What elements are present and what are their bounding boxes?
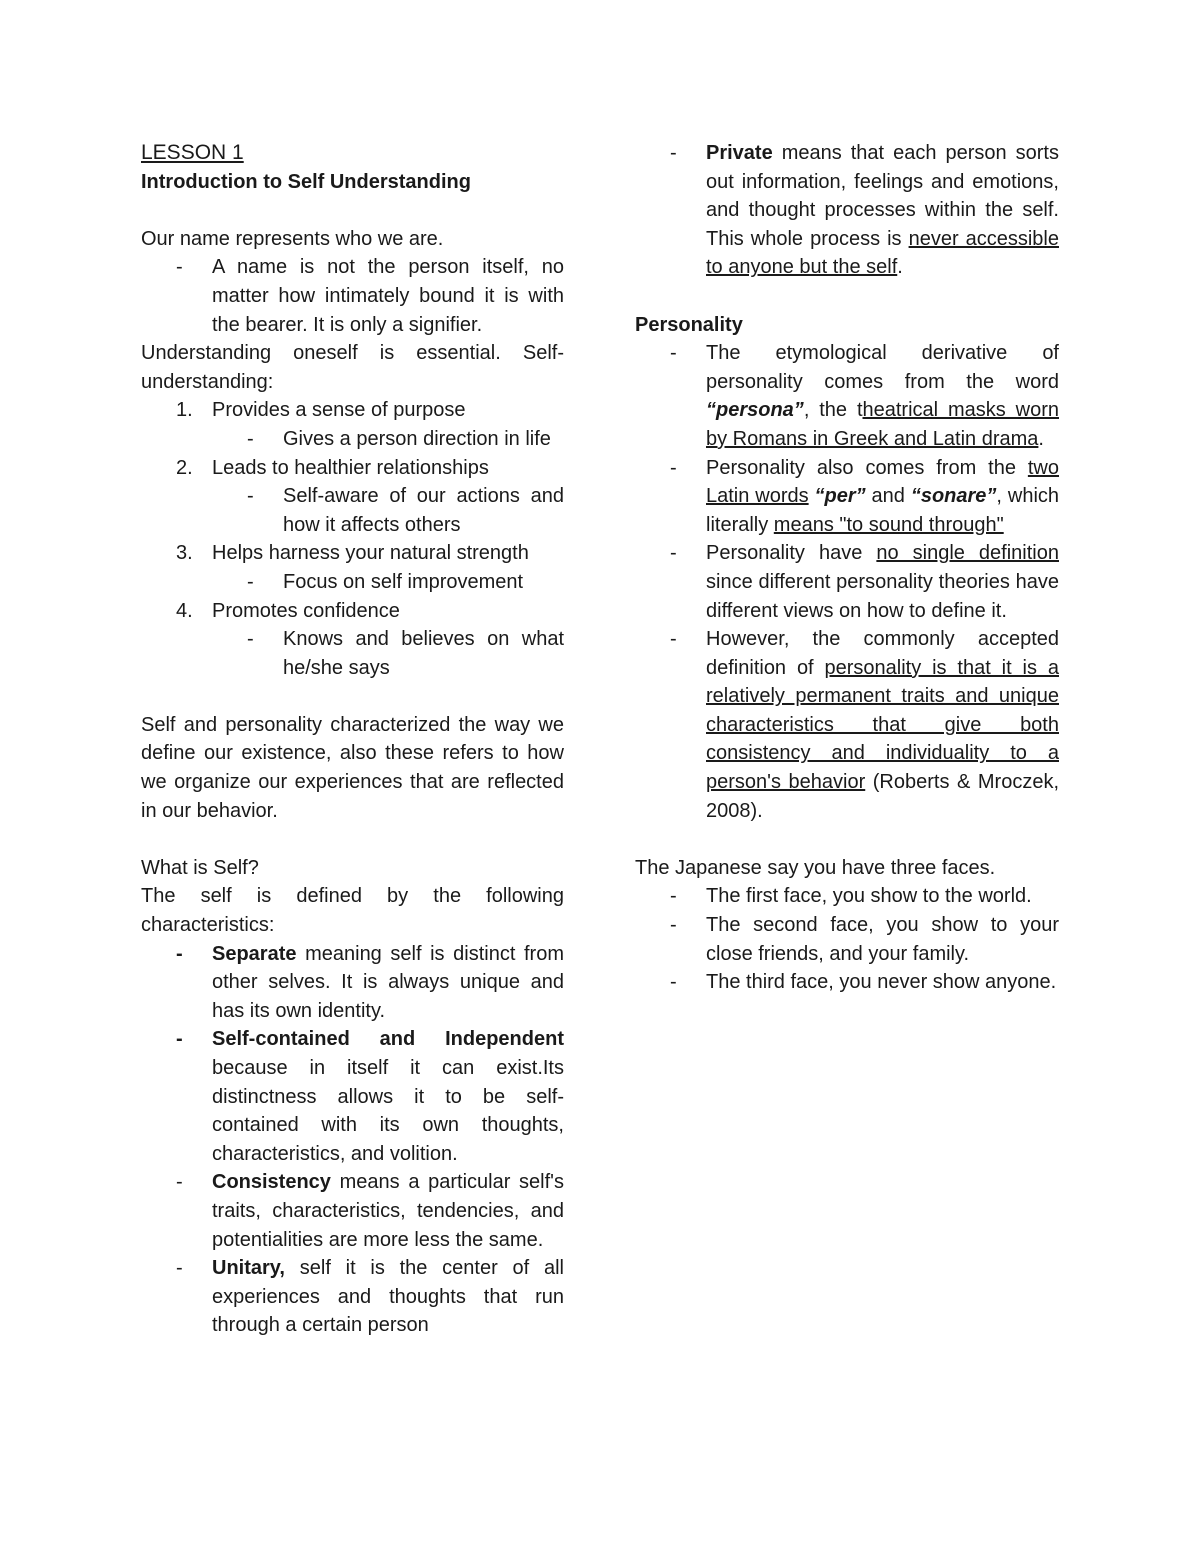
text-run: since different personality theories have different views on how to define it. [706,570,1059,622]
spacer [635,282,1059,311]
number-marker: 3. [176,542,193,565]
personality-heading: Personality [635,313,743,336]
number-marker: 1. [176,399,193,422]
face-item [635,968,1059,997]
personality-item [635,454,1059,540]
personality-item [635,625,1059,825]
numbered-item [141,539,564,568]
text-run: . [1038,427,1044,450]
dash-marker: - [176,1028,183,1051]
underlined-text: heatrical masks worn by Romans in Greek and Latin drama [706,399,1059,450]
sub-list-item [141,425,564,454]
underlined-text: no single definition [876,542,1059,565]
trait-term: Separate [212,942,297,965]
trait-term: Unitary, [212,1257,285,1280]
dash-marker: - [670,971,677,994]
number-marker: 4. [176,599,193,622]
list-item-text: A name is not the person itself, no matter how intimately bound it is with the bearer. It is only a signifier. [212,256,564,336]
text-run: , which literally [706,485,1060,536]
spacer [635,825,1059,854]
dash-marker: - [670,628,677,651]
sub-list-item-text: Gives a person direction in life [283,427,551,450]
underlined-text: never accessible to anyone but the self [706,227,1059,279]
dash-marker: - [247,570,254,593]
face-item-text: The first face, you show to the world. [706,885,1032,908]
paragraph-self-personality: Self and personality characterized the way we define our existence, also these refers to how we organize our experiences that are reflected in our behavior. [141,713,564,822]
paragraph-understanding: Understanding oneself is essential. Self-understanding: [141,342,564,393]
dash-marker: - [670,456,677,479]
trait-text: self it is the center of all experiences and thoughts that run through a certain person [212,1257,564,1337]
underlined-text: personality is that it is a relatively permanent traits and unique characteristics that give both consistency and individuality to a person's behavior [706,656,1059,794]
numbered-list [141,396,564,682]
list-item [141,253,564,339]
trait-text: because in itself it can exist.Its distinctness allows it to be self-contained with its own thoughts, characteristics, and volition. [212,1057,564,1165]
dash-marker: - [670,342,677,365]
dash-marker: - [670,542,677,565]
term-persona: “persona” [706,399,804,422]
lesson-title: Introduction to Self Understanding [141,170,471,193]
trait-term: Consistency [212,1171,331,1194]
numbered-item-text: Promotes confidence [212,599,400,622]
sub-list-item [141,568,564,597]
trait-item [141,1254,564,1340]
dash-marker: - [176,942,183,965]
trait-text: means that each person sorts out information, feelings and emotions, and thought processes within the self. This whole process is [706,142,1059,250]
text-run: and [865,485,911,508]
underlined-text: two Latin words [706,456,1059,508]
trait-text: means a particular self's traits, characteristics, tendencies, and potentialities are more less the same. [212,1171,564,1251]
numbered-item [141,396,564,425]
trait-text: meaning self is distinct from other selves. It is always unique and has its own identity. [212,942,564,1022]
lesson-label: LESSON 1 [141,141,244,164]
numbered-item [141,597,564,626]
left-column [141,139,564,1340]
face-item-text: The third face, you never show anyone. [706,971,1057,994]
question-what-is-self: What is Self? [141,856,259,879]
paragraph-name: Our name represents who we are. [141,227,444,250]
trait-term: Private [706,142,773,164]
dash-marker: - [176,256,183,279]
number-marker: 2. [176,456,193,479]
dash-marker: - [670,914,677,937]
text-run: The etymological derivative of personality comes from the word [706,342,1059,393]
paragraph-defined: The self is defined by the following characteristics: [141,885,564,937]
trait-term: Self-contained and Independent [212,1028,564,1051]
term-sonare: “sonare” [910,485,997,508]
face-item-text: The second face, you show to your close friends, and your family. [706,914,1059,965]
personality-item [635,539,1059,625]
text-run: (Roberts & Mroczek, 2008). [706,771,1059,822]
face-item [635,911,1059,968]
term-per: “per” [814,485,866,508]
text-run: Personality also comes from the [706,456,1028,479]
dash-marker: - [670,142,677,164]
spacer [141,682,564,711]
underlined-text: means "to sound through" [773,513,1004,536]
spacer [141,196,564,225]
numbered-item-text: Leads to healthier relationships [212,456,489,479]
sub-list-item-text: Self-aware of our actions and how it affects others [283,485,564,536]
personality-item [635,339,1059,453]
dash-marker: - [247,485,254,508]
trait-item [141,1168,564,1254]
numbered-item [141,454,564,483]
text-run: , the t [803,399,863,422]
dash-marker: - [176,1257,183,1280]
paragraph-japanese: The Japanese say you have three faces. [635,856,996,879]
trait-item-private [635,139,1059,282]
trait-item [141,1025,564,1168]
dash-marker: - [247,427,254,450]
trait-item [141,940,564,1026]
text-run: Personality have [706,542,877,565]
sub-list-item [141,625,564,682]
dash-marker: - [670,885,677,908]
traits-list [141,940,564,1340]
face-item [635,882,1059,911]
spacer [141,825,564,854]
numbered-item-text: Helps harness your natural strength [212,542,529,565]
text-run: However, the commonly accepted definition of [706,628,1059,679]
dash-marker: - [176,1171,183,1194]
sub-list-item [141,482,564,539]
sub-list-item-text: Knows and believes on what he/she says [283,628,564,679]
sub-list-item-text: Focus on self improvement [283,570,524,593]
trait-text-end: . [897,256,903,279]
numbered-item-text: Provides a sense of purpose [212,399,466,422]
dash-marker: - [247,628,254,651]
right-column [635,139,1059,997]
